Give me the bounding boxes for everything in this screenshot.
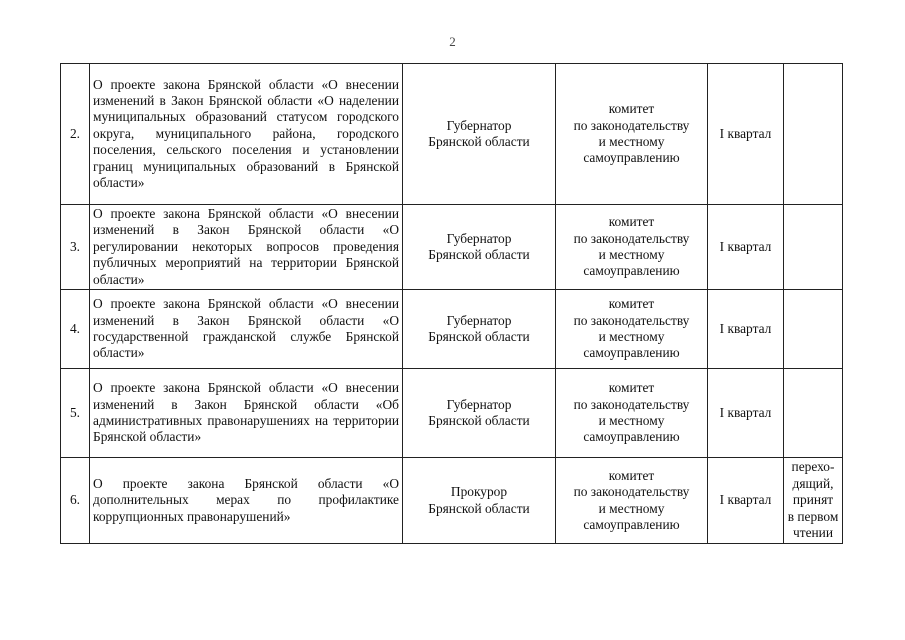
bill-author	[403, 290, 556, 369]
table-row	[61, 205, 843, 290]
responsible-committee	[556, 369, 708, 458]
table-row	[61, 64, 843, 205]
committee-line: самоуправлению	[583, 429, 680, 445]
author-line: Брянской области	[428, 134, 530, 149]
bill-author	[403, 205, 556, 290]
committee-line: комитет	[608, 101, 655, 117]
author-line: Губернатор	[446, 396, 512, 412]
author-line: Губернатор	[446, 117, 512, 133]
deadline: I квартал	[708, 64, 784, 205]
committee-line: и местному	[598, 500, 665, 516]
responsible-committee	[556, 458, 708, 544]
committee-line: самоуправлению	[583, 516, 680, 532]
bill-author	[403, 458, 556, 544]
committee-line: и местному	[598, 134, 665, 149]
author-line: Прокурор	[450, 484, 508, 500]
page-number: 2	[449, 34, 456, 49]
committee-line: по законодательству	[573, 396, 690, 412]
author-line: Брянской области	[428, 413, 530, 428]
committee-line: по законодательству	[573, 117, 690, 133]
row-number: 3.	[61, 205, 90, 290]
committee-line: самоуправлению	[583, 150, 680, 166]
table-row	[61, 369, 843, 458]
note-line: дящий,	[792, 475, 834, 491]
committee-line: и местному	[598, 413, 665, 428]
bill-author	[403, 64, 556, 205]
row-number: 2.	[61, 64, 90, 205]
responsible-committee	[556, 205, 708, 290]
note-line: принят	[792, 492, 834, 508]
bill-title: О проекте закона Брянской области «О внесении изменений в Закон Брянской области «О государственной гражданской службе Брянской области»	[90, 290, 403, 369]
committee-line: комитет	[608, 296, 655, 312]
author-line: Брянской области	[428, 500, 530, 516]
legislative-plan-table	[60, 63, 843, 544]
deadline: I квартал	[708, 290, 784, 369]
author-line: Губернатор	[446, 230, 512, 246]
note	[784, 205, 843, 290]
committee-line: комитет	[608, 380, 655, 396]
note	[784, 64, 843, 205]
note-line: в первом	[787, 508, 839, 524]
bill-title: О проекте закона Брянской области «О внесении изменений в Закон Брянской области «Об административных правонарушениях на территории Брянской области»	[90, 369, 403, 458]
note-line: чтении	[792, 525, 834, 541]
row-number: 4.	[61, 290, 90, 369]
committee-line: по законодательству	[573, 312, 690, 328]
bill-title: О проекте закона Брянской области «О внесении изменений в Закон Брянской области «О наделении муниципальных образований статусом городского округа, муниципального района, городского поселения, сельского поселения и установлении границ муниципальных образований в Брянской области»	[90, 64, 403, 205]
note-line: перехо-	[791, 459, 835, 475]
committee-line: по законодательству	[573, 230, 690, 246]
committee-line: и местному	[598, 247, 665, 262]
bill-title: О проекте закона Брянской области «О дополнительных мерах по профилактике коррупционных правонарушений»	[90, 458, 403, 544]
committee-line: по законодательству	[573, 484, 690, 500]
bill-author	[403, 369, 556, 458]
author-line: Брянской области	[428, 247, 530, 262]
responsible-committee	[556, 290, 708, 369]
committee-line: самоуправлению	[583, 345, 680, 361]
table-row	[61, 290, 843, 369]
author-line: Губернатор	[446, 312, 512, 328]
deadline: I квартал	[708, 205, 784, 290]
committee-line: самоуправлению	[583, 263, 680, 279]
author-line: Брянской области	[428, 329, 530, 344]
committee-line: комитет	[608, 467, 655, 483]
table-row	[61, 458, 843, 544]
note	[784, 369, 843, 458]
note	[784, 290, 843, 369]
bill-title: О проекте закона Брянской области «О внесении изменений в Закон Брянской области «О регулировании некоторых вопросов проведения публичных мероприятий на территории Брянской области»	[90, 205, 403, 290]
row-number: 6.	[61, 458, 90, 544]
deadline: I квартал	[708, 369, 784, 458]
responsible-committee	[556, 64, 708, 205]
row-number: 5.	[61, 369, 90, 458]
note	[784, 458, 843, 544]
committee-line: и местному	[598, 329, 665, 344]
committee-line: комитет	[608, 214, 655, 230]
deadline: I квартал	[708, 458, 784, 544]
